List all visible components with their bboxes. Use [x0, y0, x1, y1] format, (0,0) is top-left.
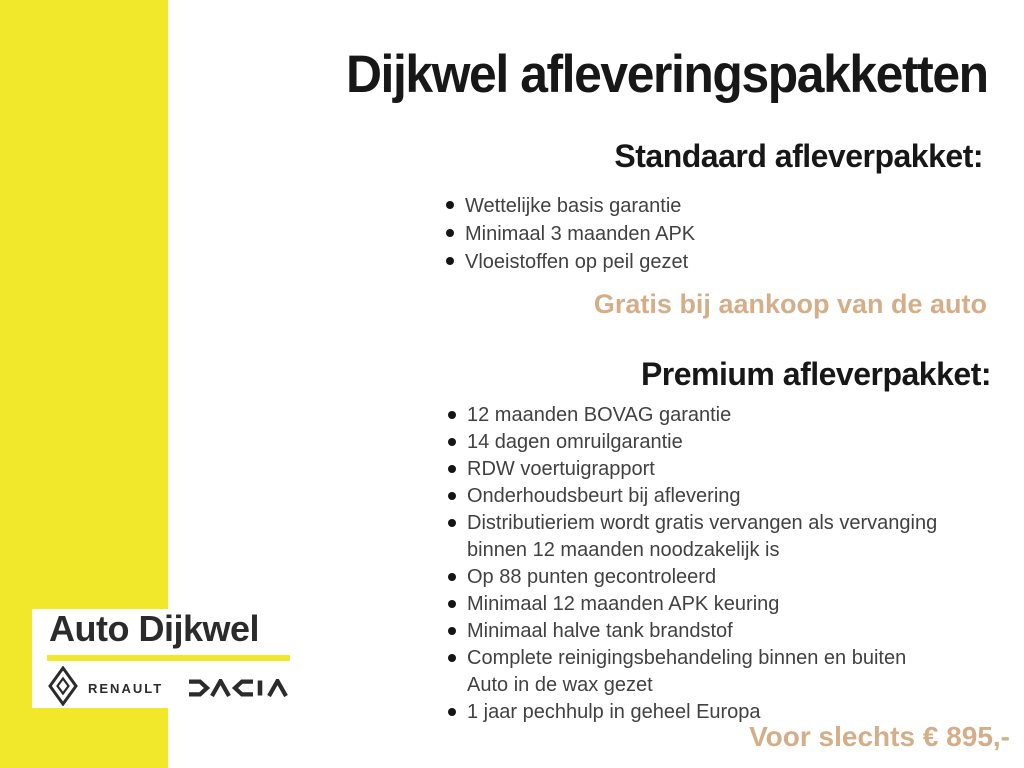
premium-price-label: Voor slechts € 895,-	[749, 721, 1010, 752]
renault-diamond-icon	[48, 666, 78, 711]
list-line: Minimaal 12 maanden APK keuring	[467, 593, 780, 615]
renault-wordmark: RENAULT	[88, 681, 164, 696]
premium-package-heading: Premium afleverpakket:	[640, 356, 991, 392]
list-item	[448, 510, 937, 564]
list-item	[446, 248, 695, 276]
list-item	[448, 483, 937, 510]
list-line: Distributieriem wordt gratis vervangen als vervanging	[467, 512, 938, 534]
logo-yellow-underline	[47, 655, 290, 661]
standard-package-heading: Standaard afleverpakket:	[614, 138, 983, 174]
standard-package-note: Gratis bij aankoop van de auto	[593, 289, 987, 319]
dealer-name: Auto Dijkwel	[49, 608, 260, 649]
list-item	[448, 564, 937, 591]
list-line: Wettelijke basis garantie	[465, 195, 682, 217]
list-line: Complete reinigingsbehandeling binnen en buiten	[467, 647, 907, 669]
list-item	[446, 220, 695, 248]
list-item	[448, 429, 937, 456]
list-item	[448, 645, 937, 699]
dealer-logo-box	[32, 609, 412, 708]
list-line: Minimaal halve tank brandstof	[467, 620, 733, 642]
list-item	[446, 192, 695, 220]
standard-package-list	[446, 192, 695, 276]
list-line: Vloeistoffen op peil gezet	[465, 251, 689, 273]
list-line: 1 jaar pechhulp in geheel Europa	[467, 701, 761, 723]
list-line: Minimaal 3 maanden APK	[465, 223, 696, 245]
list-item	[448, 618, 937, 645]
page-title: Dijkwel afleveringspakketten	[346, 45, 988, 104]
list-line: Onderhoudsbeurt bij aflevering	[467, 485, 741, 507]
list-item	[448, 456, 937, 483]
list-line: 14 dagen omruilgarantie	[467, 431, 683, 453]
list-line: RDW voertuigrapport	[467, 458, 655, 480]
premium-package-list	[448, 402, 937, 726]
dacia-wordmark-icon	[187, 679, 291, 702]
list-item	[448, 591, 937, 618]
list-line: binnen 12 maanden noodzakelijk is	[467, 539, 780, 561]
list-line: Auto in de wax gezet	[467, 674, 653, 696]
list-item	[448, 402, 937, 429]
list-line: 12 maanden BOVAG garantie	[467, 404, 732, 426]
list-line: Op 88 punten gecontroleerd	[467, 566, 717, 588]
